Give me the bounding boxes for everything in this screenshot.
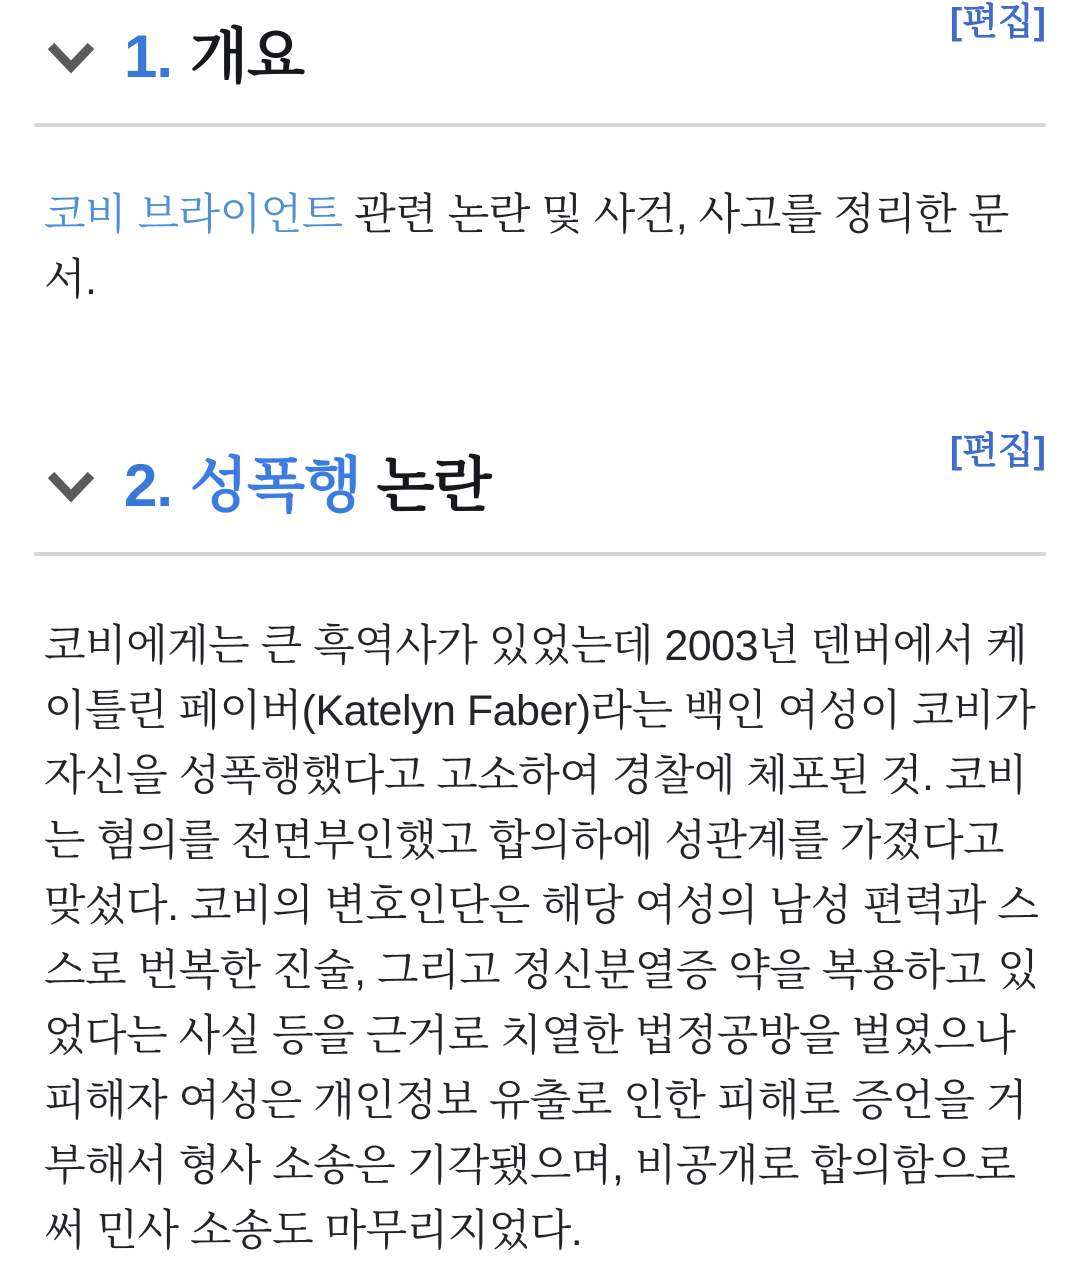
heading-number-link[interactable]: 1. bbox=[124, 23, 173, 90]
heading-title: 개요 bbox=[190, 23, 304, 90]
chevron-down-icon[interactable] bbox=[44, 464, 98, 508]
section-1-heading bbox=[124, 16, 304, 97]
heading-title: 논란 bbox=[360, 452, 491, 519]
kobe-bryant-link[interactable]: 코비 브라이언트 bbox=[44, 191, 343, 239]
heading-divider bbox=[34, 123, 1046, 127]
edit-link-section-2[interactable]: [편집] bbox=[949, 430, 1046, 471]
section-2-heading bbox=[124, 445, 491, 526]
section-overview bbox=[34, 1, 1046, 313]
overview-paragraph bbox=[34, 183, 1046, 313]
edit-link-section-1[interactable]: [편집] bbox=[949, 1, 1046, 42]
heading-row-section-1 bbox=[34, 6, 1046, 97]
section-assault-controversy bbox=[34, 430, 1046, 1264]
heading-number-link[interactable]: 2. bbox=[124, 452, 173, 519]
heading-divider bbox=[34, 552, 1046, 556]
heading-row-section-2 bbox=[34, 435, 1046, 526]
chevron-down-icon[interactable] bbox=[44, 35, 98, 79]
heading-title-link[interactable]: 성폭행 bbox=[190, 452, 361, 519]
assault-controversy-paragraph: 코비에게는 큰 흑역사가 있었는데 2003년 덴버에서 케이틀린 페이버(Katelyn Faber)라는 백인 여성이 코비가 자신을 성폭행했다고 고소하여 경찰에 체포된 것. 코비는 혐의를 전면부인했고 합의하에 성관계를 가졌다고 맞섰다. 코비의 변호인단은 해당 여성의 남성 편력과 스스로 번복한 진술, 그리고 정신분열증 약을 복용하고 있었다는 사실 등을 근거로 치열한 법정공방을 벌였으나 피해자 여성은 개인정보 유출로 인한 피해로 증언을 거부해서 형사 소송은 기각됐으며, 비공개로 합의함으로써 민사 소송도 마무리지었다. bbox=[44, 622, 1039, 1255]
overview-paragraph-text: 관련 논란 및 사건, 사고를 정리한 문서. bbox=[44, 191, 1009, 304]
